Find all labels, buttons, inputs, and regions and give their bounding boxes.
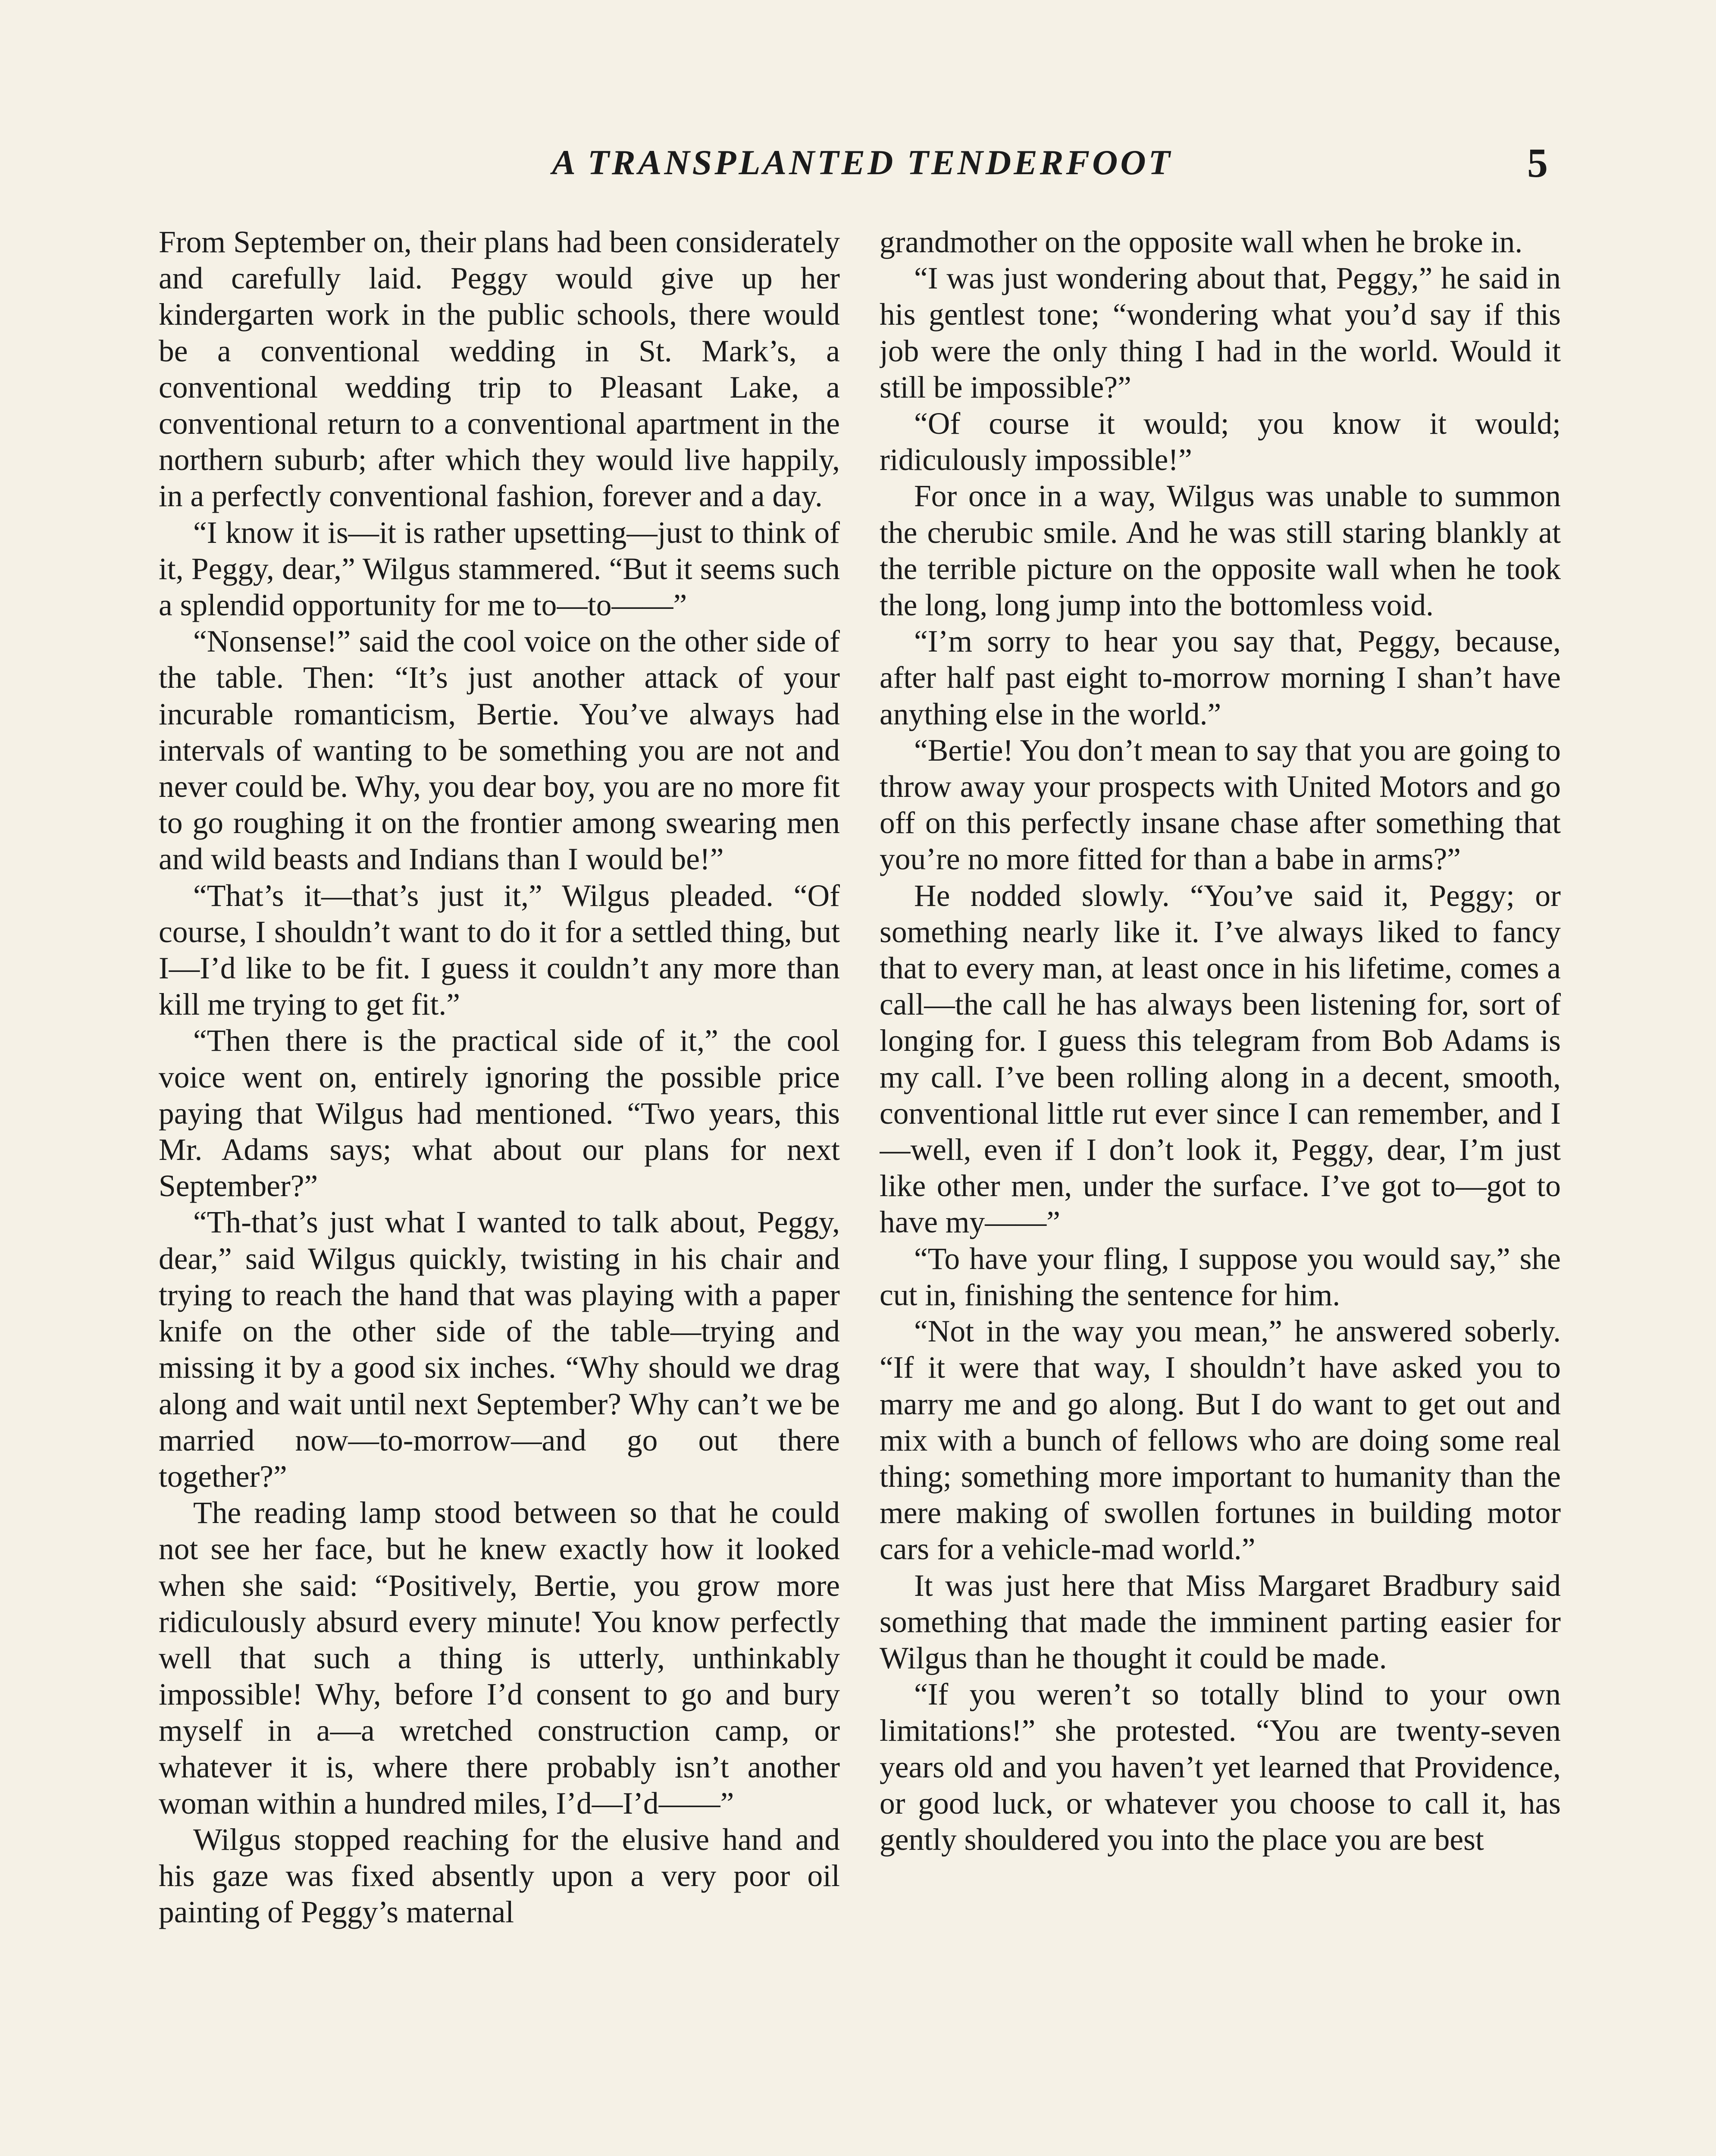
paragraph: “Then there is the practical side of it,” the cool voice went on, entirely ignoring the possible price paying that Wilgus had mentioned. “Two years, this Mr. Adams says; what about our plans for next September?” [159,1024,840,1203]
paragraph: It was just here that Miss Margaret Bradbury said something that made the imminent parting easier for Wilgus than he thought it could be made. [880,1568,1561,1675]
paragraph: “I’m sorry to hear you say that, Peggy, because, after half past eight to-morrow morning I shan’t have anything else in the world.” [880,624,1561,731]
running-header [160,142,1565,198]
paragraph: “If you weren’t so totally blind to your own limitations!” she protested. “You are twenty-seven years old and you haven’t yet learned that Providence, or good luck, or whatever you choose to call it, has gently shouldered you into the place you are best [880,1677,1561,1857]
paragraph: The reading lamp stood between so that he could not see her face, but he knew exactly how it looked when she said: “Positively, Bertie, you grow more ridiculously absurd every minute! You know perfectly well that such a thing is utterly, unthinkably impossible! Why, before I’d consent to go and bury myself in a—a wretched construction camp, or whatever it is, where there probably isn’t another woman within a hundred miles, I’d—I’d——” [159,1496,840,1821]
paragraph: grandmother on the opposite wall when he broke in. [880,225,1523,259]
page-number: 5 [1527,140,1548,186]
paragraph: “Th-that’s just what I wanted to talk about, Peggy, dear,” said Wilgus quickly, twisting in his chair and trying to reach the hand that was playing with a paper knife on the other side of the table—trying and missing it by a good six inches. “Why should we drag along and wait until next September? Why can’t we be married now—to-morrow—and go out there together?” [159,1205,840,1494]
paragraph: Wilgus stopped reaching for the elusive hand and his gaze was fixed absently upon a very poor oil painting of Peggy’s maternal [159,1822,840,1930]
paragraph: From September on, their plans had been considerately and carefully laid. Peggy would give up her kindergarten work in the public schools, there would be a conventional wedding in St. Mark’s, a conventional wedding trip to Pleasant Lake, a conventional return to a conventional apartment in the northern suburb; after which they would live happily, in a perfectly conventional fashion, forever and a day. [159,225,840,514]
left-column [159,224,840,2156]
paragraph: “Nonsense!” said the cool voice on the other side of the table. Then: “It’s just another attack of your incurable romanticism, Bertie. You’ve always had intervals of wanting to be something you are not and never could be. Why, you dear boy, you are no more fit to go roughing it on the frontier among swearing men and wild beasts and Indians than I would be!” [159,624,840,877]
paragraph: For once in a way, Wilgus was unable to summon the cherubic smile. And he was still staring blankly at the terrible picture on the opposite wall when he took the long, long jump into the bottomless void. [880,479,1561,623]
paragraph: He nodded slowly. “You’ve said it, Peggy; or something nearly like it. I’ve always liked to fancy that to every man, at least once in his lifetime, comes a call—the call he has always been listening for, sort of longing for. I guess this telegram from Bob Adams is my call. I’ve been rolling along in a decent, smooth, conventional little rut ever since I can remember, and I—well, even if I don’t look it, Peggy, dear, I’m just like other men, under the surface. I’ve got to—got to have my——” [880,878,1561,1240]
paragraph: “Not in the way you mean,” he answered soberly. “If it were that way, I shouldn’t have asked you to marry me and go along. But I do want to get out and mix with a bunch of fellows who are doing some real thing; something more important to humanity than the mere making of swollen fortunes in building motor cars for a vehicle-mad world.” [880,1314,1561,1567]
paragraph: “To have your fling, I suppose you would say,” she cut in, finishing the sentence for him. [880,1241,1561,1312]
running-title: A TRANSPLANTED TENDERFOOT [552,143,1173,182]
paragraph: “I was just wondering about that, Peggy,” he said in his gentlest tone; “wondering what you’d say if this job were the only thing I had in the world. Would it still be impossible?” [880,261,1561,404]
right-column [880,224,1561,2156]
paragraph: “I know it is—it is rather upsetting—just to think of it, Peggy, dear,” Wilgus stammered. “But it seems such a splendid opportunity for me to—to——” [159,515,840,623]
paragraph: “That’s it—that’s just it,” Wilgus pleaded. “Of course, I shouldn’t want to do it for a settled thing, but I—I’d like to be fit. I guess it couldn’t any more than kill me trying to get fit.” [159,878,840,1022]
paragraph: “Of course it would; you know it would; ridiculously impossible!” [880,407,1561,477]
paragraph: “Bertie! You don’t mean to say that you are going to throw away your prospects with United Motors and go off on this perfectly insane chase after something that you’re no more fitted for than a babe in arms?” [880,733,1561,877]
